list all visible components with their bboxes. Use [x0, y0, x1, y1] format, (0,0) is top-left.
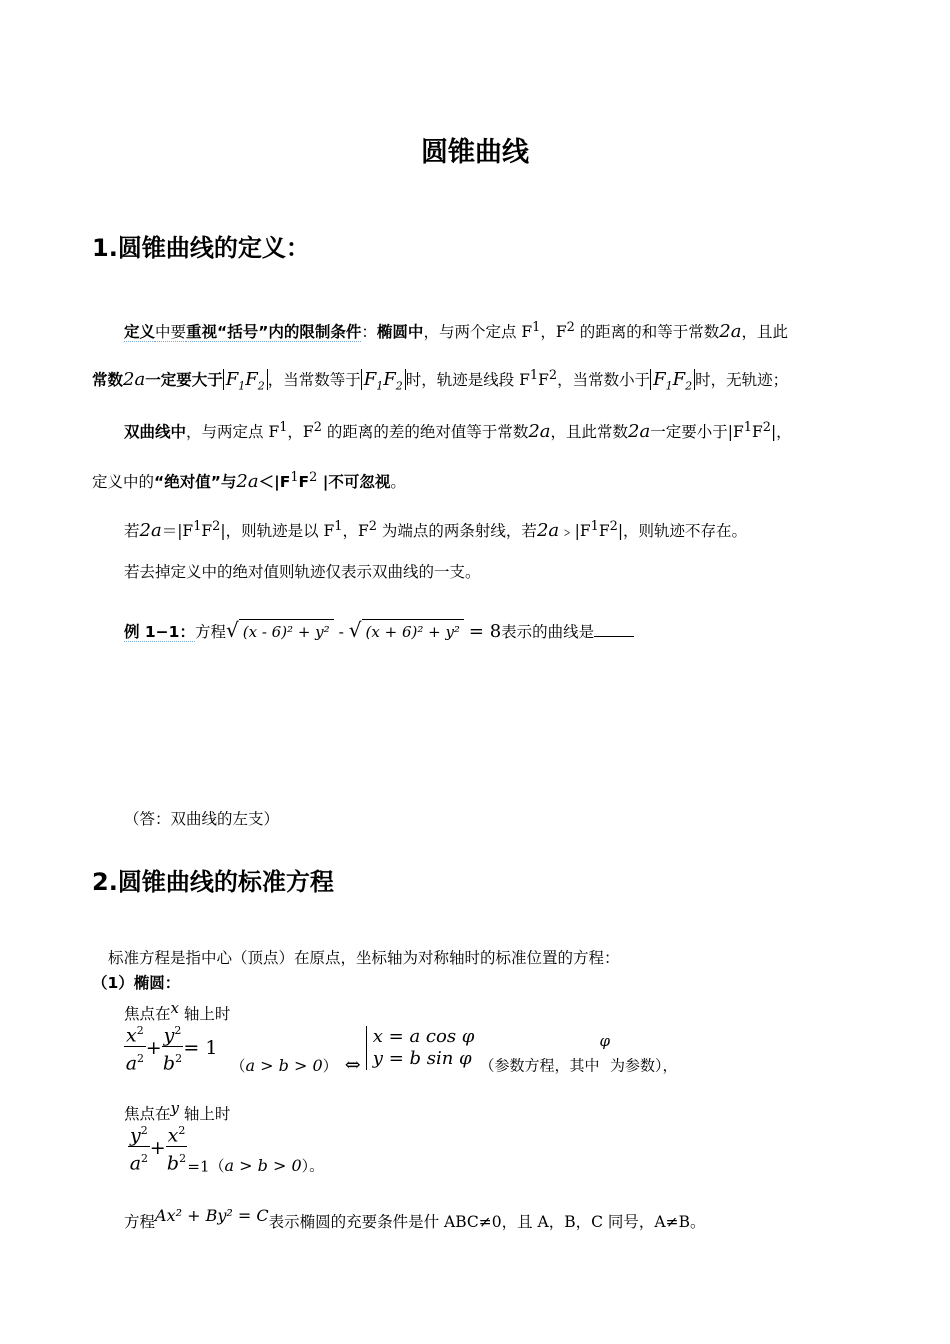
parametric-brace: x = a cos φ y = b sin φ	[366, 1026, 475, 1070]
hyperbola-line-4: 若去掉定义中的绝对值则轨迹仅表示双曲线的一支。	[124, 563, 481, 581]
definition-line-2: 常数2a一定要大于 $F_1F_2$ ，当常数等于 $F_1F_2$ 时，轨迹是线段 $F^1F^2$，当常数小于 $F_1F_2$ 时，无轨迹；	[92, 368, 789, 393]
hyperbola-line-3: 若$2a=|F^1F^2|$，则轨迹是以 $F^1$，$F^2$ 为端点的两条射线，若$2a﹥|F^1F^2|$，则轨迹不存在。	[124, 519, 748, 542]
example-answer: （答：双曲线的左支）	[124, 810, 280, 828]
ellipse-equation-y: $\frac{y^2}{a^2}$ + $\frac{x^2}{b^2}$ =1（a > b > 0）。	[128, 1120, 324, 1176]
standard-intro: 标准方程是指中心（顶点）在原点，坐标轴为对称轴时的标准位置的方程：	[108, 949, 620, 967]
page-title: 圆锥曲线	[421, 137, 529, 168]
section-heading-standard-equation: 2.圆锥曲线的标准方程	[92, 868, 334, 896]
f1f2-abs: $F_1F_2$	[223, 369, 268, 390]
ellipse-condition: 方程Ax² + By² = C表示椭圆的充要条件是什 ABC≠0，且 A，B，C 同号，A≠B。	[124, 1206, 706, 1232]
hyperbola-line-2: 定义中的“绝对值”与$2a<|F^1F^2$ |不可忽视。	[92, 470, 406, 493]
answer-blank	[594, 622, 634, 637]
ellipse-equation-x: $\frac{x^2}{a^2}$ + $\frac{y^2}{b^2}$ = 1 （a > b > 0） ⇔ x = a cos φ y = b sin φ （参数方程，其中φ为参数），	[124, 1020, 678, 1076]
definition-line-1: 定义中要重视“括号”内的限制条件：椭圆中，与两个定点 $F^1$，$F^2$ 的距离的和等于常数2a，且此	[124, 320, 788, 343]
ellipse-subheading: （1）椭圆：	[92, 974, 181, 992]
section-heading-definition: 1.圆锥曲线的定义：	[92, 234, 310, 262]
hyperbola-line-1: 双曲线中，与两定点 $F^1$，$F^2$ 的距离的差的绝对值等于常数2a，且此常数2a一定要小于$|F^1F^2|$，	[124, 420, 792, 443]
focus-x-label: 焦点在x 轴上时	[124, 999, 231, 1024]
example-1-1: 例 1−1：方程√ (x - 6)² + y² - √ (x + 6)² + y² = 8表示的曲线是	[124, 618, 634, 644]
focus-y-label: 焦点在y 轴上时	[124, 1099, 231, 1124]
